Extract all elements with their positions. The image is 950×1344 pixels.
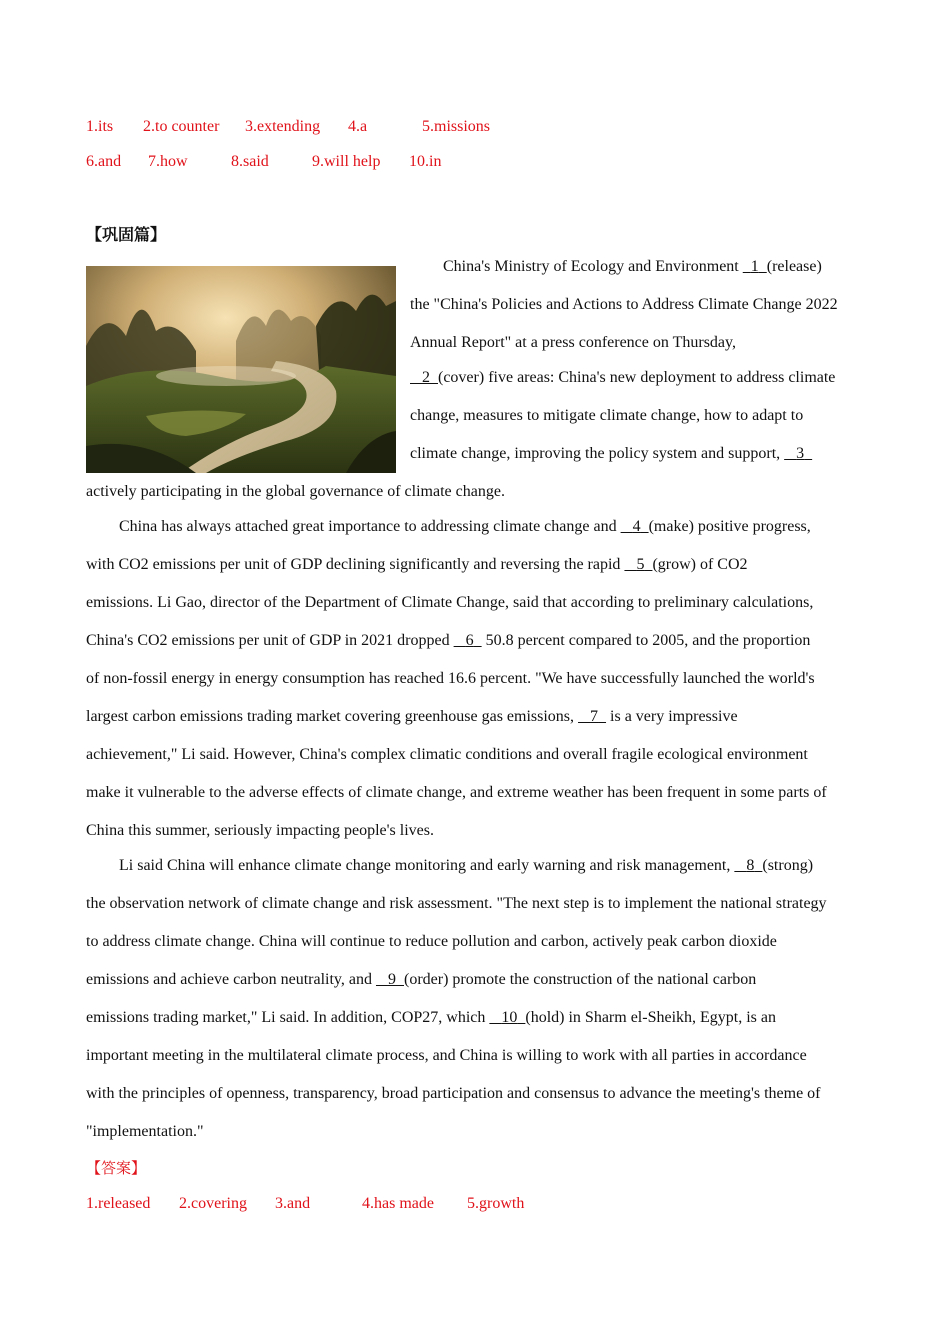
answer-item: 1.its (86, 118, 114, 135)
text: (order) promote the construction of the national carbon (403, 971, 757, 988)
river-landscape-image (86, 266, 396, 473)
answer-item: 1.released (86, 1195, 151, 1212)
answer-item: 7.how (148, 153, 188, 170)
section-heading: 【巩固篇】 (86, 225, 167, 244)
passage-line (86, 1008, 776, 1028)
text: climate change, improving the policy system and support, (410, 445, 785, 462)
blank-10 (489, 1009, 525, 1026)
blank-8 (734, 857, 762, 874)
answer-item: 4.has made (362, 1195, 434, 1212)
answer-item: 5.missions (422, 118, 491, 135)
text: 50.8 percent compared to 2005, and the proportion (481, 632, 811, 649)
blank-9 (376, 971, 404, 988)
text: emissions and achieve carbon neutrality, and (86, 971, 376, 988)
blank-number: 10 (501, 1009, 518, 1026)
passage-line (410, 368, 835, 388)
text: (grow) of CO2 (652, 556, 748, 573)
blank-number: 9 (387, 971, 396, 988)
passage-line: achievement," Li said. However, China's complex climatic conditions and overall fragile ecological environment (86, 746, 808, 763)
passage-line: "implementation." (86, 1123, 204, 1140)
text: is a very impressive (606, 708, 738, 725)
answer-item: 5.growth (467, 1195, 525, 1212)
blank-number: 5 (636, 556, 645, 573)
text: (cover) five areas: China's new deployment to address climate (438, 369, 836, 386)
blank-number: 1 (750, 258, 759, 275)
blank-number: 6 (465, 632, 474, 649)
text: Li said China will enhance climate change monitoring and early warning and risk management, (119, 857, 735, 874)
blank-7 (578, 708, 606, 725)
blank-5 (624, 556, 652, 573)
text: China has always attached great importance to addressing climate change and (119, 518, 621, 535)
blank-number: 4 (632, 518, 641, 535)
text: emissions trading market," Li said. In addition, COP27, which (86, 1009, 490, 1026)
blank-3 (784, 445, 812, 462)
blank-2 (410, 369, 438, 386)
text: with CO2 emissions per unit of GDP declining significantly and reversing the rapid (86, 556, 625, 573)
blank-number: 7 (590, 708, 599, 725)
passage-line: to address climate change. China will continue to reduce pollution and carbon, actively peak carbon dioxide (86, 933, 777, 950)
passage-line (86, 631, 810, 651)
answer-item: 4.a (348, 118, 368, 135)
passage-line (86, 707, 738, 727)
passage-line: important meeting in the multilateral climate process, and China is willing to work with all parties in accordance (86, 1047, 807, 1064)
text: (strong) (762, 857, 814, 874)
passage-line: of non-fossil energy in energy consumption has reached 16.6 percent. "We have successfully launched the world's (86, 670, 815, 687)
text: (make) positive progress, (648, 518, 811, 535)
blank-number: 8 (746, 857, 755, 874)
answer-item: 2.covering (179, 1195, 247, 1212)
passage-line (443, 257, 822, 277)
passage-line: with the principles of openness, transparency, broad participation and consensus to advance the meeting's theme of (86, 1085, 821, 1102)
passage-line (119, 517, 811, 537)
passage-line: Annual Report" at a press conference on Thursday, (410, 334, 736, 351)
blank-6 (454, 632, 482, 649)
passage-line: make it vulnerable to the adverse effects of climate change, and extreme weather has been frequent in some parts of (86, 784, 827, 801)
text: largest carbon emissions trading market covering greenhouse gas emissions, (86, 708, 579, 725)
blank-4 (621, 518, 649, 535)
answer-item: 3.extending (245, 118, 321, 135)
answer-item: 3.and (275, 1195, 311, 1212)
answer-item: 2.to counter (143, 118, 220, 135)
answer-label: 【答案】 (86, 1159, 147, 1177)
text: China's Ministry of Ecology and Environment (443, 258, 743, 275)
passage-line (86, 970, 756, 990)
passage-line: change, measures to mitigate climate change, how to adapt to (410, 407, 804, 424)
passage-line (119, 856, 813, 876)
answer-item: 6.and (86, 153, 122, 170)
answer-item: 9.will help (312, 153, 381, 170)
answer-item: 10.in (409, 153, 442, 170)
text: China's CO2 emissions per unit of GDP in 2021 dropped (86, 632, 454, 649)
passage-line: the observation network of climate change and risk assessment. "The next step is to implement the national strategy (86, 895, 827, 912)
answer-item: 8.said (231, 153, 269, 170)
text: (hold) in Sharm el-Sheikh, Egypt, is an (525, 1009, 777, 1026)
passage-line: the "China's Policies and Actions to Address Climate Change 2022 (410, 296, 838, 313)
passage-line: China this summer, seriously impacting people's lives. (86, 822, 434, 839)
blank-1 (743, 258, 767, 275)
passage-line: emissions. Li Gao, director of the Department of Climate Change, said that according to preliminary calculations, (86, 594, 814, 611)
passage-line (86, 555, 748, 575)
blank-number: 3 (796, 445, 805, 462)
passage-line: actively participating in the global governance of climate change. (86, 483, 505, 500)
text: (release) (766, 258, 822, 275)
passage-line (410, 444, 812, 464)
blank-number: 2 (422, 369, 430, 386)
